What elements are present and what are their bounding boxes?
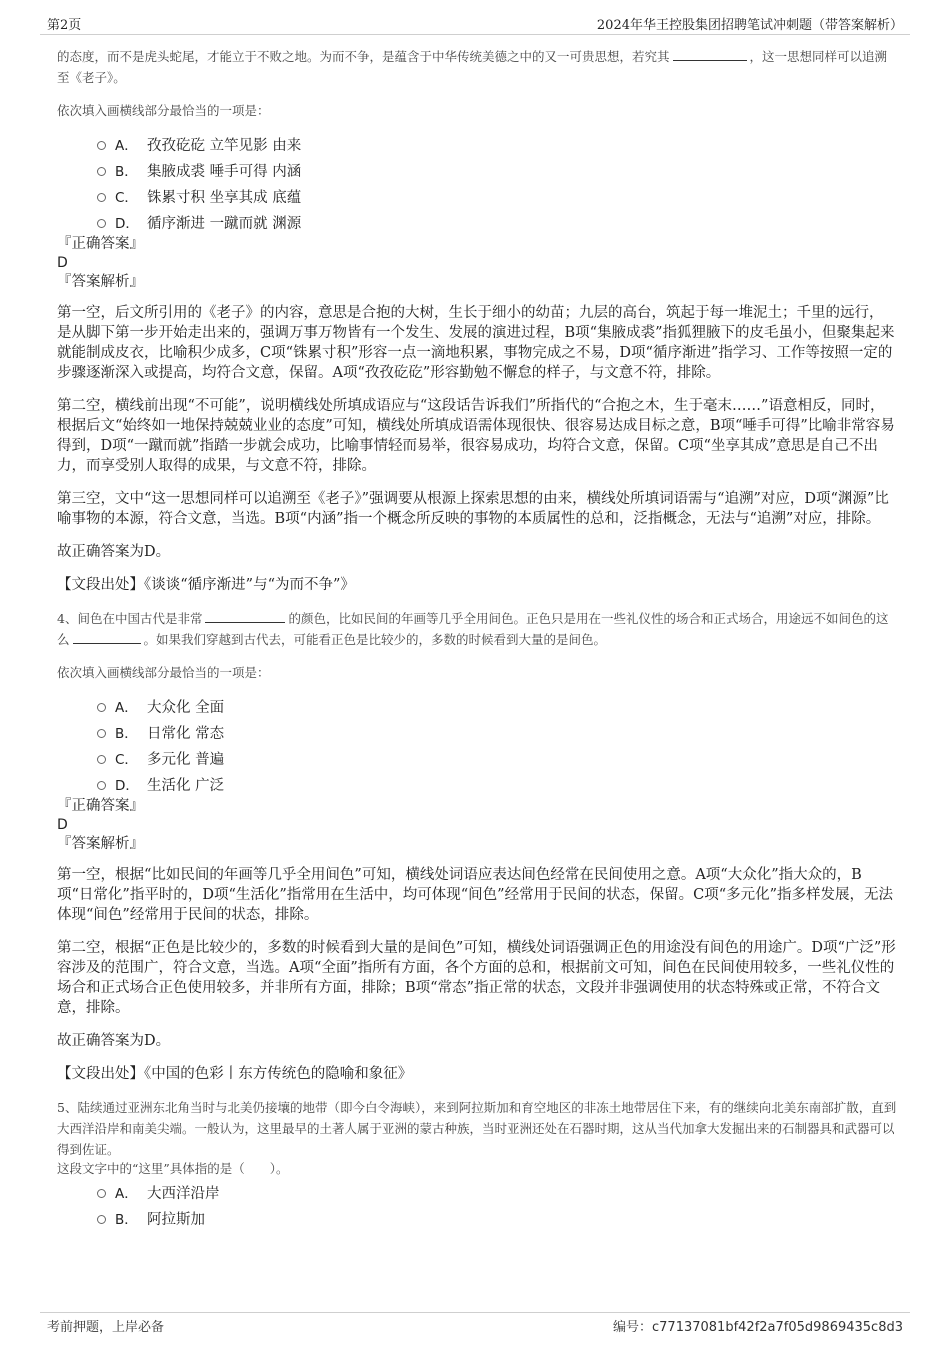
q3-answer: D xyxy=(57,255,68,271)
q3-conclusion: 故正确答案为D。 xyxy=(57,544,171,560)
q4-source: 【文段出处】《中国的色彩丨东方传统色的隐喻和象征》 xyxy=(57,1066,413,1082)
q3-option-a[interactable]: A． 孜孜矻矻 立竿见影 由来 xyxy=(97,133,897,159)
radio-button[interactable] xyxy=(97,781,106,790)
q4-option-b[interactable]: B． 日常化 常态 xyxy=(97,721,897,747)
radio-button[interactable] xyxy=(97,755,106,764)
radio-button[interactable] xyxy=(97,193,106,202)
radio-button[interactable] xyxy=(97,219,106,228)
q4-passage-part3: 。如果我们穿越到古代去，可能看正色是比较少的，多数的时候看到大量的是间色。 xyxy=(143,632,607,647)
q5-passage: 5、陆续通过亚洲东北角当时与北美仍接壤的地带（即今白令海峡），来到阿拉斯加和育空地区的非冻土地带居住下来，有的继续向北美东南部扩散，直到大西洋沿岸和南美尖端。一般认为，这里最早的土著人属于亚洲的蒙古种族，当时亚洲还处在石器时期，这从当代加拿大发掘出来的石制器具和武器可以得到佐证。 xyxy=(57,1100,897,1157)
q5-options xyxy=(57,1181,897,1233)
radio-button[interactable] xyxy=(97,1189,106,1198)
q4-analysis-1: 第一空，根据“比如民间的年画等几乎全用间色”可知，横线处词语应表达间色经常在民间使用之意。A项“大众化”指大众的，B项“日常化”指平时的，D项“生活化”指常用在生活中，均可体现“间色”经常用于民间的状态，保留。C项“多元化”指多样发展，无法体现“间色”经常用于民间的状态，排除。 xyxy=(57,867,894,923)
q4-answer-title: 『正确答案』 xyxy=(57,798,144,814)
q4-blank-1 xyxy=(205,609,285,623)
q5-option-b[interactable]: B． 阿拉斯加 xyxy=(97,1207,897,1233)
q4-passage xyxy=(57,608,897,650)
q3-passage xyxy=(57,46,897,88)
q3-options xyxy=(57,133,897,237)
q4-analysis-2: 第二空，根据“正色是比较少的，多数的时候看到大量的是间色”可知，横线处词语强调正色的用途没有间色的用途广。D项“广泛”形容涉及的范围广，符合文意，当选。A项“全面”指所有方面，各个方面的总和，根据前文可知，间色在民间使用较多，一些礼仪性的场合和正式场合正色使用较多，并非所有方面，排除；B项“常态”指正常的状态，文段并非强调使用的状态特殊或正常，不符合文意，排除。 xyxy=(57,940,896,1016)
q3-analysis-3: 第三空，文中“这一思想同样可以追溯至《老子》”强调要从根源上探索思想的由来，横线处所填词语需与“追溯”对应，D项“渊源”比喻事物的本源，符合文意，当选。B项“内涵”指一个概念所反映的事物的本质属性的总和，泛指概念，无法与“追溯”对应，排除。 xyxy=(57,491,889,527)
q4-option-a[interactable]: A． 大众化 全面 xyxy=(97,695,897,721)
page-number: 第2页 xyxy=(47,18,82,33)
q3-instruction: 依次填入画横线部分最恰当的一项是： xyxy=(57,103,270,118)
q4-passage-part1: 4、间色在中国古代是非常 xyxy=(57,611,203,626)
q3-analysis-1: 第一空，后文所引用的《老子》的内容，意思是合抱的大树，生长于细小的幼苗；九层的高台，筑起于每一堆泥土；千里的远行，是从脚下第一步开始走出来的，强调万事万物皆有一个发生、发展的演进过程，B项“集腋成裘”指狐狸腋下的皮毛虽小，但聚集起来就能制成皮衣，比喻积少成多，C项“铢累寸积”形容一点一滴地积累，事物完成之不易，D项“循序渐进”指学习、工作等按照一定的步骤逐渐深入或提高，均符合文意，保留。A项“孜孜矻矻”形容勤勉不懈怠的样子，与文意不符，排除。 xyxy=(57,305,895,381)
document-title: 2024年华王控股集团招聘笔试冲刺题（带答案解析） xyxy=(596,18,903,33)
q3-analysis-2: 第二空，横线前出现“不可能”，说明横线处所填成语应与“这段话告诉我们”所指代的“合抱之木，生于毫末……”语意相反，同时，根据后文“始终如一地保持兢兢业业的态度”可知，横线处所填成语需体现很快、很容易达成目标之意，B项“唾手可得”比喻非常容易得到，D项“一蹴而就”指踏一步就会成功，比喻事情轻而易举，很容易成功，均符合文意，保留。C项“坐享其成”意思是自己不出力，而享受别人取得的成果，与文意不符，排除。 xyxy=(57,398,895,474)
q3-option-b[interactable]: B． 集腋成裘 唾手可得 内涵 xyxy=(97,159,897,185)
q3-answer-title: 『正确答案』 xyxy=(57,236,144,252)
q4-option-d[interactable]: D． 生活化 广泛 xyxy=(97,773,897,799)
q3-option-c[interactable]: C． 铢累寸积 坐享其成 底蕴 xyxy=(97,185,897,211)
q5-question: 这段文字中的“这里”具体指的是（ ）。 xyxy=(57,1161,289,1176)
q4-answer: D xyxy=(57,817,68,833)
page-header xyxy=(40,12,910,35)
radio-button[interactable] xyxy=(97,141,106,150)
radio-button[interactable] xyxy=(97,1215,106,1224)
page-footer xyxy=(40,1312,910,1337)
q3-source: 【文段出处】《谈谈“循序渐进”与“为而不争”》 xyxy=(57,577,355,593)
q4-passage-part2: 的颜色，比如民间的年画等几乎全用间色。正色只是用在一些礼仪性的场合和正式场合，用途远不如间色的这么 xyxy=(57,611,889,647)
q4-blank-2 xyxy=(73,630,141,644)
footer-slogan: 考前押题，上岸必备 xyxy=(47,1320,165,1335)
q4-options xyxy=(57,695,897,799)
q4-option-c[interactable]: C． 多元化 普遍 xyxy=(97,747,897,773)
q3-passage-part2: ，这一思想同样可以追溯至《老子》。 xyxy=(57,49,888,85)
q3-analysis-title: 『答案解析』 xyxy=(57,274,144,290)
q4-analysis-title: 『答案解析』 xyxy=(57,836,144,852)
q3-passage-part1: 的态度，而不是虎头蛇尾，才能立于不败之地。为而不争，是蕴含于中华传统美德之中的又一可贵思想，若究其 xyxy=(57,49,670,64)
document-id: 编号：c77137081bf42f2a7f05d9869435c8d3 xyxy=(613,1320,903,1335)
q4-conclusion: 故正确答案为D。 xyxy=(57,1033,171,1049)
radio-button[interactable] xyxy=(97,703,106,712)
q3-option-d[interactable]: D． 循序渐进 一蹴而就 渊源 xyxy=(97,211,897,237)
q4-instruction: 依次填入画横线部分最恰当的一项是： xyxy=(57,665,270,680)
radio-button[interactable] xyxy=(97,167,106,176)
radio-button[interactable] xyxy=(97,729,106,738)
q5-option-a[interactable]: A． 大西洋沿岸 xyxy=(97,1181,897,1207)
page-content xyxy=(57,46,897,1233)
q3-blank xyxy=(673,47,747,61)
